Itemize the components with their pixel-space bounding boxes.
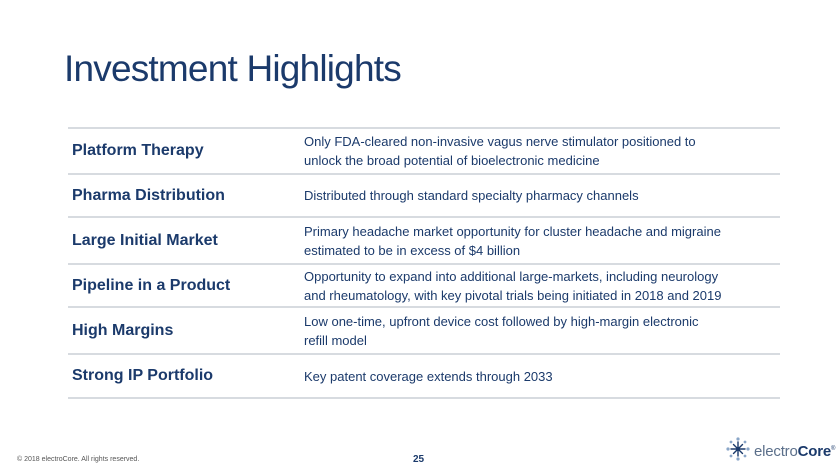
table-row: [68, 218, 780, 265]
description-line: Key patent coverage extends through 2033: [304, 368, 553, 384]
description-line: Distributed through standard specialty pharmacy channels: [304, 188, 639, 203]
description-line: Opportunity to expand into additional large-markets, including neurology: [304, 268, 719, 284]
row-description: [304, 222, 780, 260]
row-description: [304, 132, 780, 170]
row-description: [304, 367, 780, 386]
row-label: Platform Therapy: [72, 142, 204, 159]
slide-title: Investment Highlights: [64, 48, 401, 89]
row-label: Strong IP Portfolio: [72, 367, 214, 384]
highlights-table: [68, 127, 780, 399]
row-description: [304, 186, 780, 205]
logo-prefix: electro: [754, 443, 798, 460]
page-number: 25: [413, 454, 425, 465]
table-row: [68, 265, 780, 308]
table-row: [68, 175, 780, 218]
starburst-logo-icon: [725, 436, 751, 467]
registered-mark: ®: [831, 446, 836, 452]
table-row: [68, 129, 780, 175]
description-line: estimated to be in excess of $4 billion: [304, 242, 521, 258]
row-description: [304, 267, 780, 305]
description-line: unlock the broad potential of bioelectronic medicine: [304, 153, 600, 168]
row-label: Pipeline in a Product: [72, 276, 231, 294]
copyright-notice: © 2018 electroCore. All rights reserved.: [17, 456, 140, 463]
logo-wordmark: [754, 443, 835, 460]
description-line: Only FDA-cleared non-invasive vagus nerve stimulator positioned to: [304, 134, 696, 149]
row-description: [304, 312, 780, 350]
table-row: [68, 308, 780, 355]
logo-suffix: Core: [797, 443, 831, 460]
description-line: refill model: [304, 332, 367, 348]
description-line: Primary headache market opportunity for cluster headache and migraine: [304, 223, 721, 239]
table-row: [68, 355, 780, 399]
row-label: High Margins: [72, 321, 174, 339]
company-logo: [725, 436, 835, 467]
row-label: Large Initial Market: [72, 231, 218, 249]
description-line: Low one-time, upfront device cost followed by high-margin electronic: [304, 313, 699, 329]
description-line: and rheumatology, with key pivotal trials being initiated in 2018 and 2019: [304, 287, 722, 303]
row-label: Pharma Distribution: [72, 186, 225, 204]
